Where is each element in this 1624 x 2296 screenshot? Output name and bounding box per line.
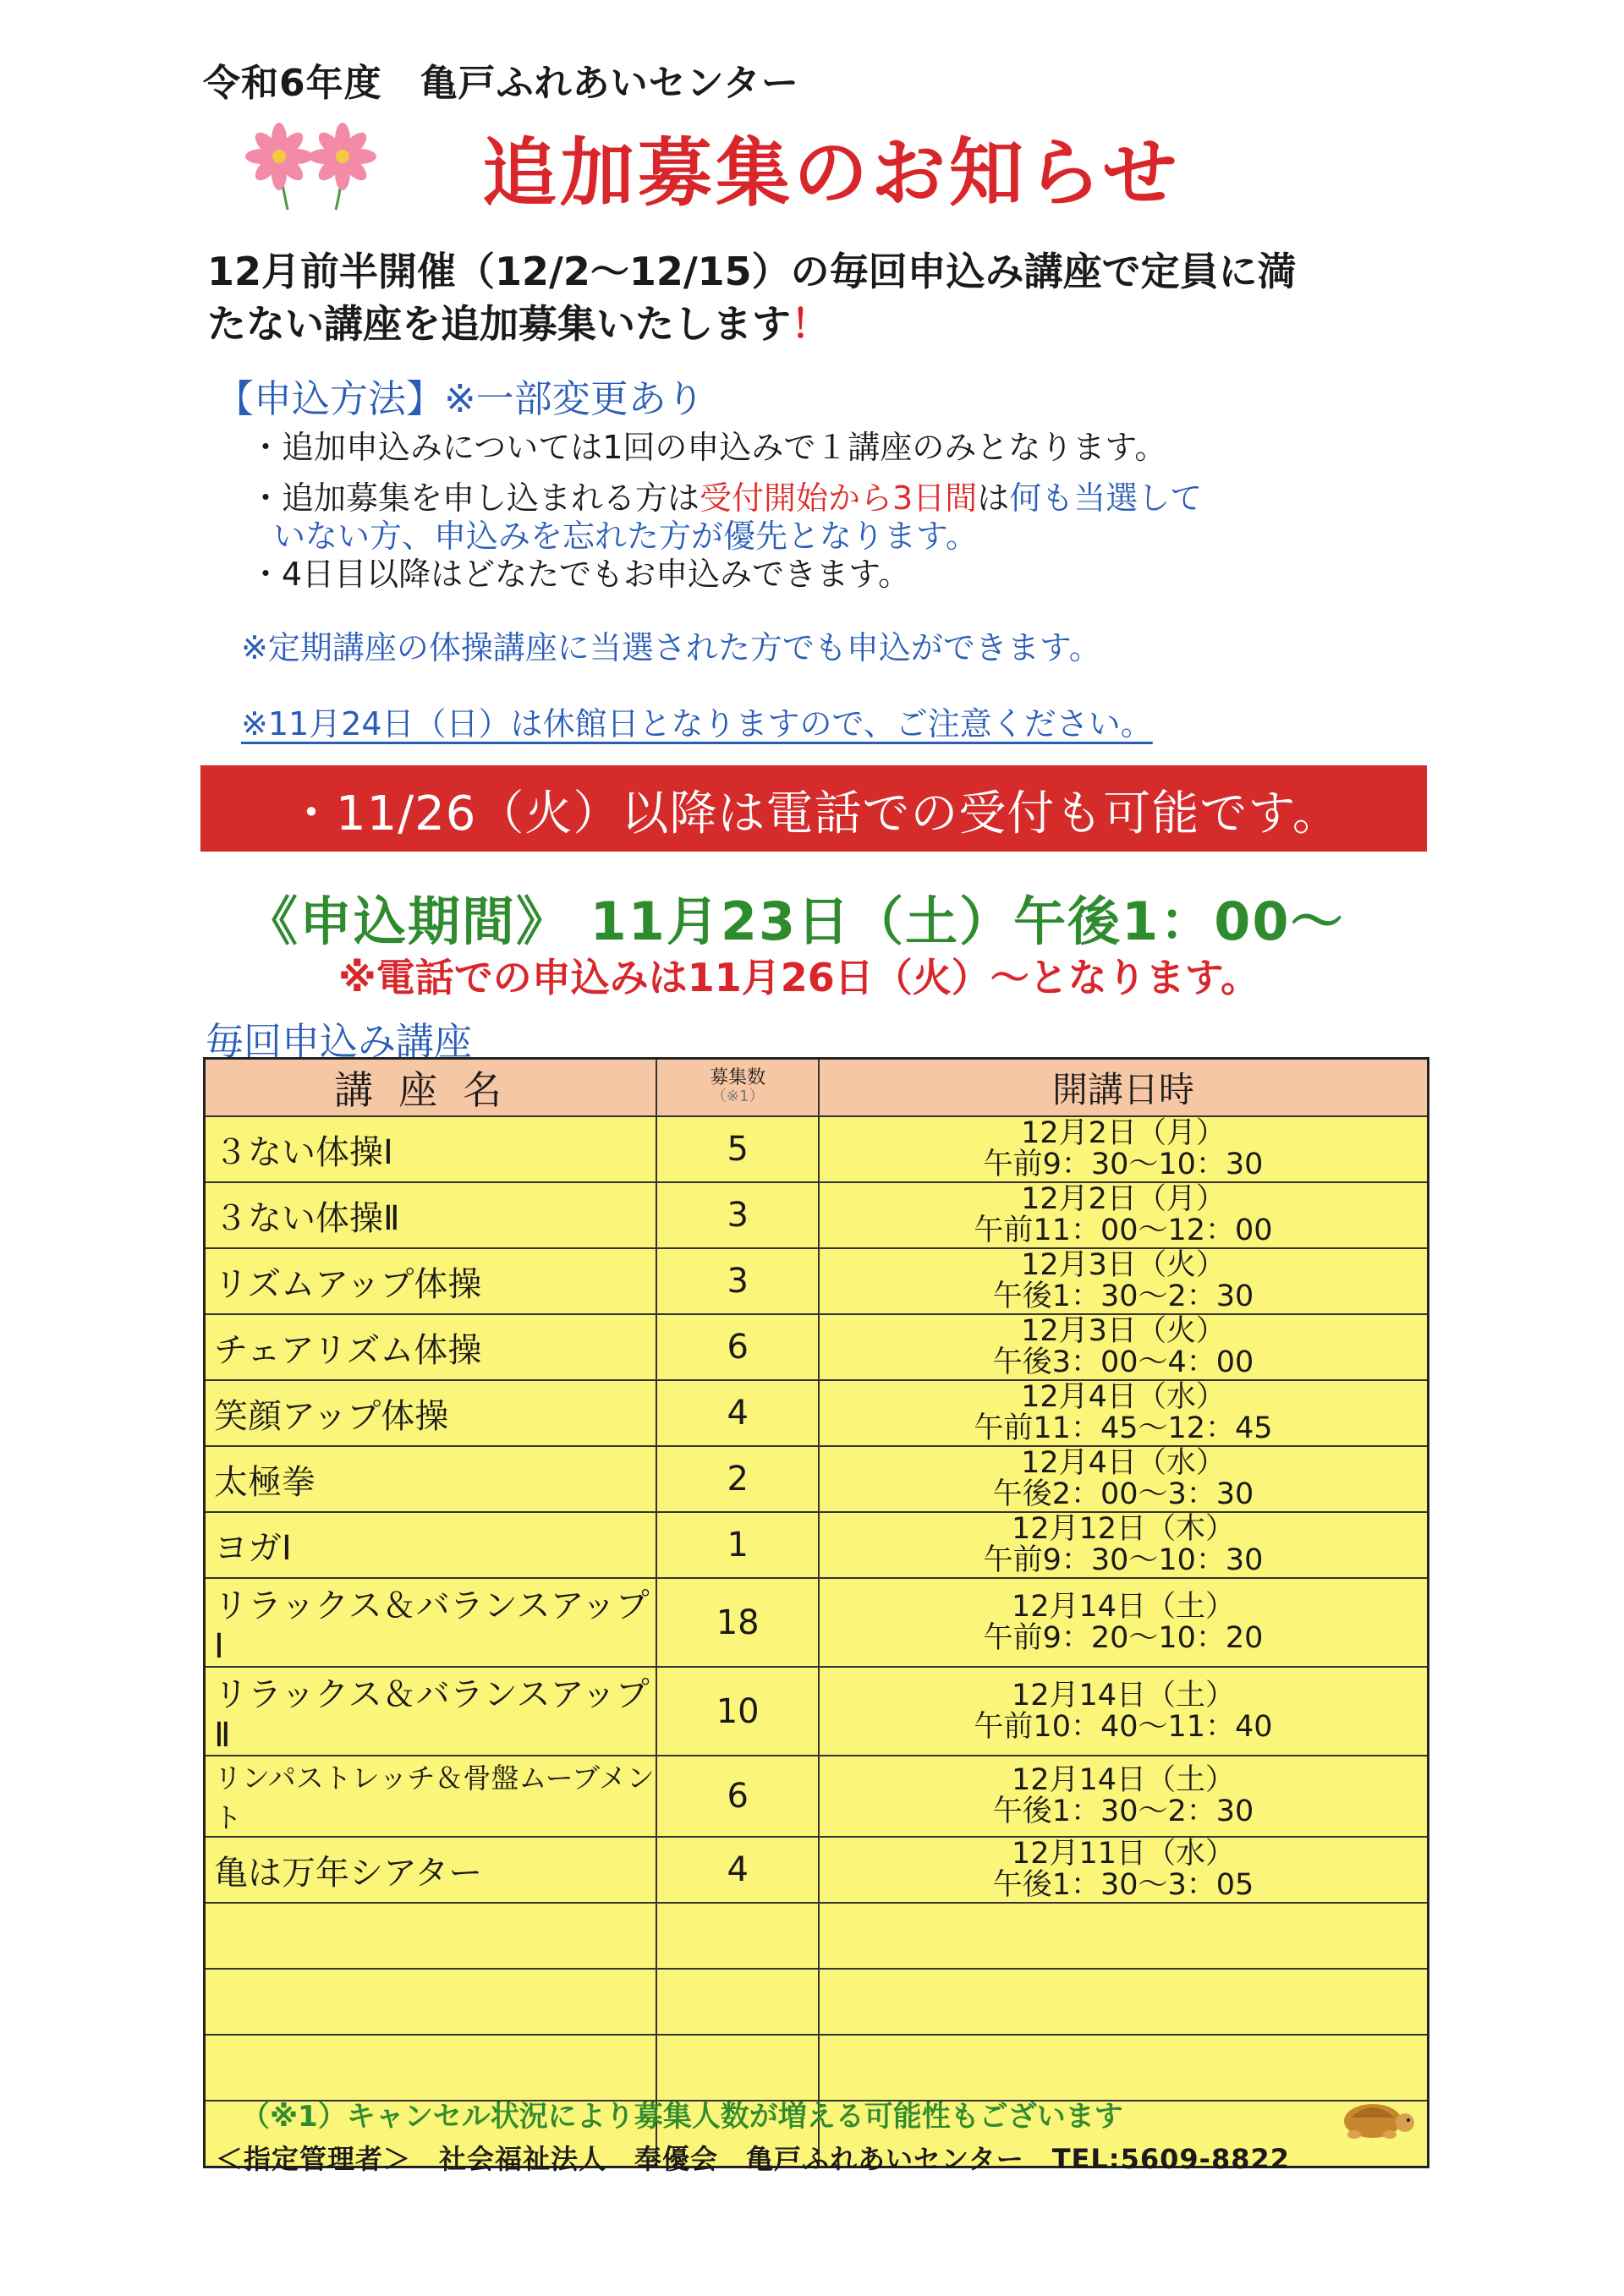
page-title: 追加募集のお知らせ [482,129,1181,216]
header-datetime: 開講日時 [819,1059,1428,1117]
course-date: 12月14日（土） [1011,1678,1236,1712]
header-count-note: （※1） [710,1088,765,1105]
course-name: リンパストレッチ＆骨盤ムーブメント [205,1756,657,1837]
course-datetime [819,1446,1428,1512]
course-name: ３ない体操Ⅰ [205,1116,657,1182]
course-datetime [819,1667,1428,1756]
course-name: 亀は万年シアター [205,1837,657,1903]
course-datetime [819,1380,1428,1446]
course-table [203,1057,1429,2168]
course-count: 6 [656,1314,819,1380]
application-period: 《申込期間》 11月23日（土）午後1：00～ [245,890,1345,952]
header-count [656,1059,819,1117]
table-row [205,1380,1429,1446]
course-date: 12月3日（火） [1021,1314,1226,1348]
table-row [205,1756,1429,1837]
empty-cell [205,2035,657,2101]
course-datetime [819,1248,1428,1314]
table-row [205,1837,1429,1903]
course-name: 笑顔アップ体操 [205,1380,657,1446]
bullet-one-course: ・追加申込みについては1回の申込みで１講座のみとなります。 [250,429,1167,466]
course-name: リズムアップ体操 [205,1248,657,1314]
course-name: リラックス＆バランスアップⅡ [205,1667,657,1756]
exclamation-mark: ！ [791,301,830,347]
course-time: 午後1：30～2：30 [992,1280,1254,1313]
course-count: 18 [656,1578,819,1667]
table-row [205,1248,1429,1314]
course-time: 午前9：30～10：30 [983,1543,1264,1577]
header-count-label: 募集数 [710,1067,766,1088]
footnote: （※1）キャンセル状況により募集人数が増える可能性もございます [241,2100,1123,2134]
note-regular-course: ※定期講座の体操講座に当選された方でも申込ができます。 [241,629,1101,666]
phone-application-note: ※電話での申込みは11月26日（火）～となります。 [338,955,1260,1000]
course-datetime [819,1837,1428,1903]
course-date: 12月12日（木） [1011,1512,1236,1546]
course-datetime [819,1116,1428,1182]
table-row [205,1116,1429,1182]
bullet-priority-line-2: いない方、申込みを忘れた方が優先となります。 [273,518,978,555]
course-count: 2 [656,1446,819,1512]
empty-cell [819,1903,1428,1969]
empty-table-row [205,1969,1429,2035]
course-time: 午前11：00～12：00 [974,1214,1273,1247]
table-row [205,1314,1429,1380]
application-method-heading: 【申込方法】※一部変更あり [216,376,705,421]
course-time: 午後1：30～2：30 [992,1795,1254,1828]
intro-line-2-text: たない講座を追加募集いたします [207,301,791,347]
bullet-priority-prefix: ・追加募集を申し込まれる方は [250,479,700,517]
bullet-priority-mid: は [977,479,1010,517]
bullet-priority [250,478,1202,518]
course-date: 12月2日（月） [1021,1182,1226,1216]
course-count: 6 [656,1756,819,1837]
empty-cell [656,2035,819,2101]
course-time: 午前9：20～10：20 [983,1620,1264,1655]
table-row [205,1578,1429,1667]
course-datetime [819,1512,1428,1578]
course-time: 午後1：30～3：05 [992,1868,1254,1902]
empty-cell [205,1903,657,1969]
table-row [205,1446,1429,1512]
table-row [205,1667,1429,1756]
course-date: 12月2日（月） [1021,1116,1226,1150]
course-time: 午前9：30～10：30 [983,1148,1264,1181]
table-row [205,1182,1429,1248]
empty-table-row [205,2035,1429,2101]
course-count: 1 [656,1512,819,1578]
course-name: ヨガⅠ [205,1512,657,1578]
note-closed-day: ※11月24日（日）は休館日となりますので、ご注意ください。 [241,705,1153,743]
course-date: 12月4日（水） [1021,1380,1226,1414]
intro-line-1: 12月前半開催（12/2～12/15）の毎回申込み講座で定員に満 [207,249,1297,294]
table-header-row [205,1059,1429,1117]
course-date: 12月14日（土） [1011,1589,1236,1624]
course-datetime [819,1578,1428,1667]
course-count: 5 [656,1116,819,1182]
course-count: 3 [656,1248,819,1314]
bullet-priority-blue: 何も当選して [1009,479,1203,517]
course-time: 午前10：40～11：40 [974,1709,1273,1744]
empty-cell [205,1969,657,2035]
intro-line-2 [207,298,1434,350]
empty-table-row [205,1903,1429,1969]
footer-contact: ＜指定管理者＞ 社会福祉法人 奉優会 亀戸ふれあいセンター TEL:5609-8822 [216,2143,1291,2175]
course-date: 12月3日（火） [1021,1248,1226,1282]
course-date: 12月11日（水） [1011,1837,1236,1871]
header-course-name: 講座名 [205,1059,657,1117]
course-datetime [819,1756,1428,1837]
course-time: 午後2：00～3：30 [992,1477,1254,1511]
course-datetime [819,1314,1428,1380]
table-row [205,1512,1429,1578]
course-count: 4 [656,1380,819,1446]
bullet-priority-red: 受付開始から3日間 [700,479,978,517]
empty-cell [819,1969,1428,2035]
turtle-icon [1332,2089,1417,2140]
table-heading: 毎回申込み講座 [206,1019,473,1064]
empty-cell [656,1969,819,2035]
course-date: 12月4日（水） [1021,1446,1226,1480]
course-name: ３ない体操Ⅱ [205,1182,657,1248]
course-count: 4 [656,1837,819,1903]
course-time: 午前11：45～12：45 [974,1411,1273,1445]
intro-text [207,245,1434,350]
course-name: 太極拳 [205,1446,657,1512]
course-name: リラックス＆バランスアップⅠ [205,1578,657,1667]
course-date: 12月14日（土） [1011,1763,1236,1797]
flower-icon [241,118,385,211]
course-time: 午後3：00～4：00 [992,1345,1254,1379]
phone-banner-text: ・11/26（火）以降は電話での受付も可能です。 [288,786,1341,841]
empty-cell [656,1903,819,1969]
course-name: チェアリズム体操 [205,1314,657,1380]
course-count: 10 [656,1667,819,1756]
course-count: 3 [656,1182,819,1248]
bullet-anyone: ・4日目以降はどなたでもお申込みできます。 [250,556,911,593]
center-title: 令和6年度 亀戸ふれあいセンター [203,62,799,105]
course-datetime [819,1182,1428,1248]
